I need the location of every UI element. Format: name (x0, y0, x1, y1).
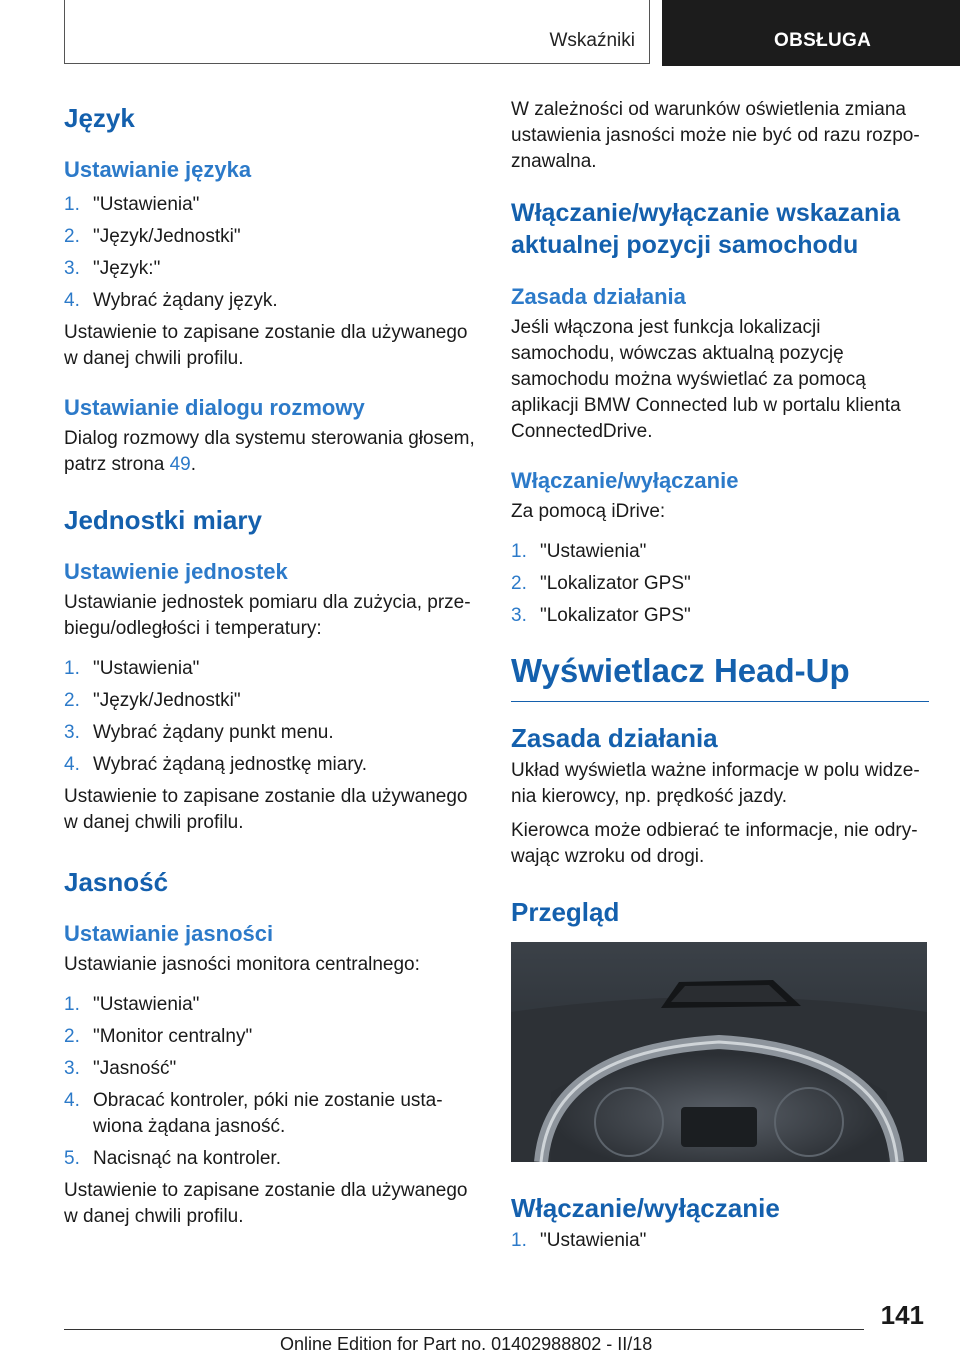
text-hud-2: Kierowca może odbierać te informacje, nie odrywając wzroku od drogi. (511, 820, 918, 867)
section-title-pozycja: Włączanie/wyłączanie wskazania aktualnej pozycji samochodu (511, 199, 901, 259)
note-jezyk: Ustawienie to zapisane zostanie dla używanego w danej chwili profilu. (64, 322, 468, 369)
steps-jasnosc (64, 992, 482, 1172)
steps-wl (511, 539, 929, 629)
list-item: 3. "Język:" (64, 258, 161, 279)
list-item: 2. "Język/Jednostki" (64, 226, 241, 247)
section-title-jednostki: Jednostki miary (64, 505, 262, 535)
list-item: 1. "Ustawienia" (64, 194, 200, 215)
subsection-title-jezyk: Ustawianie języka (64, 157, 252, 182)
chapter-title-hud: Wyświetlacz Head-Up (511, 649, 929, 702)
list-item: 4. Wybrać żądaną jednostkę miary. (64, 754, 368, 775)
steps-hud-wl (511, 1228, 929, 1254)
hud-photo (511, 942, 927, 1162)
list-item: 4. Wybrać żądany język. (64, 290, 278, 311)
list-item: 2. "Monitor centralny" (64, 1026, 253, 1047)
chapter-tab (662, 0, 960, 66)
page-header (0, 0, 960, 66)
steps-jezyk (64, 192, 482, 314)
footer-divider (64, 1329, 864, 1330)
chapter-tab-label: OBSŁUGA (774, 30, 872, 51)
text-hud-1: Układ wyświetla ważne informacje w polu widzenia kierowcy, np. prędkość jazdy. (511, 760, 920, 807)
note-jednostki: Ustawienie to zapisane zostanie dla używanego w danej chwili profilu. (64, 786, 468, 833)
text-jednostki: Ustawianie jednostek pomiaru dla zużycia, przebiegu/odległości i temperatury: (64, 592, 471, 639)
list-item: 3. "Jasność" (64, 1058, 177, 1079)
list-item: 1. "Ustawienia" (64, 994, 200, 1015)
list-item: 4. Obracać kontroler, póki nie zostanie ustawiona żądana jasność. (64, 1090, 443, 1137)
text-wl: Za pomocą iDrive: (511, 501, 666, 522)
list-item: 2. "Lokalizator GPS" (511, 573, 691, 594)
page-link[interactable]: 49 (169, 454, 191, 475)
list-item: 3. "Lokalizator GPS" (511, 605, 691, 626)
section-title-jezyk: Język (64, 103, 135, 133)
text-dialog: Dialog rozmowy dla systemu sterowania głosem, patrz strona 49. (64, 428, 475, 475)
list-item: 1. "Ustawienia" (511, 1230, 647, 1251)
list-item: 1. "Ustawienia" (64, 658, 200, 679)
section-label: Wskaźniki (549, 30, 635, 51)
subsection-title-jasnosc: Ustawianie jasności (64, 921, 274, 946)
right-column (511, 97, 929, 1260)
steps-jednostki (64, 656, 482, 778)
section-title-jasnosc: Jasność (64, 867, 169, 897)
note-jasnosc: Ustawienie to zapisane zostanie dla używanego w danej chwili profilu. (64, 1180, 468, 1227)
text-zasada: Jeśli włączona jest funkcja lokalizacji samochodu, wówczas aktualną pozycję samochodu można wyświetlać za pomocą aplikacji BMW Connected lub w portalu klienta ConnectedDrive. (511, 317, 901, 442)
footer-edition: Online Edition for Part no. 01402988802 - II/18 (280, 1334, 653, 1354)
subsection-title-dialog: Ustawianie dialogu rozmowy (64, 395, 365, 420)
section-title-hud-wl: Włączanie/wyłączanie (511, 1193, 780, 1223)
section-header-box (64, 0, 650, 64)
subsection-title-jednostki: Ustawienie jednostek (64, 559, 288, 584)
subsection-title-wl: Włączanie/wyłączanie (511, 468, 739, 493)
list-item: 1. "Ustawienia" (511, 541, 647, 562)
subsection-title-zasada: Zasada działania (511, 284, 686, 309)
list-item: 5. Nacisnąć na kontroler. (64, 1148, 281, 1169)
intro-text: W zależności od warunków oświetlenia zmiana ustawienia jasności może nie być od razu rozpoznawalna. (511, 99, 920, 172)
text-jasnosc: Ustawianie jasności monitora centralnego: (64, 954, 420, 975)
list-item: 3. Wybrać żądany punkt menu. (64, 722, 334, 743)
dashboard-image (511, 942, 927, 1162)
list-item: 2. "Język/Jednostki" (64, 690, 241, 711)
left-column (64, 100, 482, 1230)
section-title-hud-zasada: Zasada działania (511, 723, 718, 753)
section-title-przeglad: Przegląd (511, 897, 620, 927)
page-number: 141 (880, 1300, 924, 1330)
